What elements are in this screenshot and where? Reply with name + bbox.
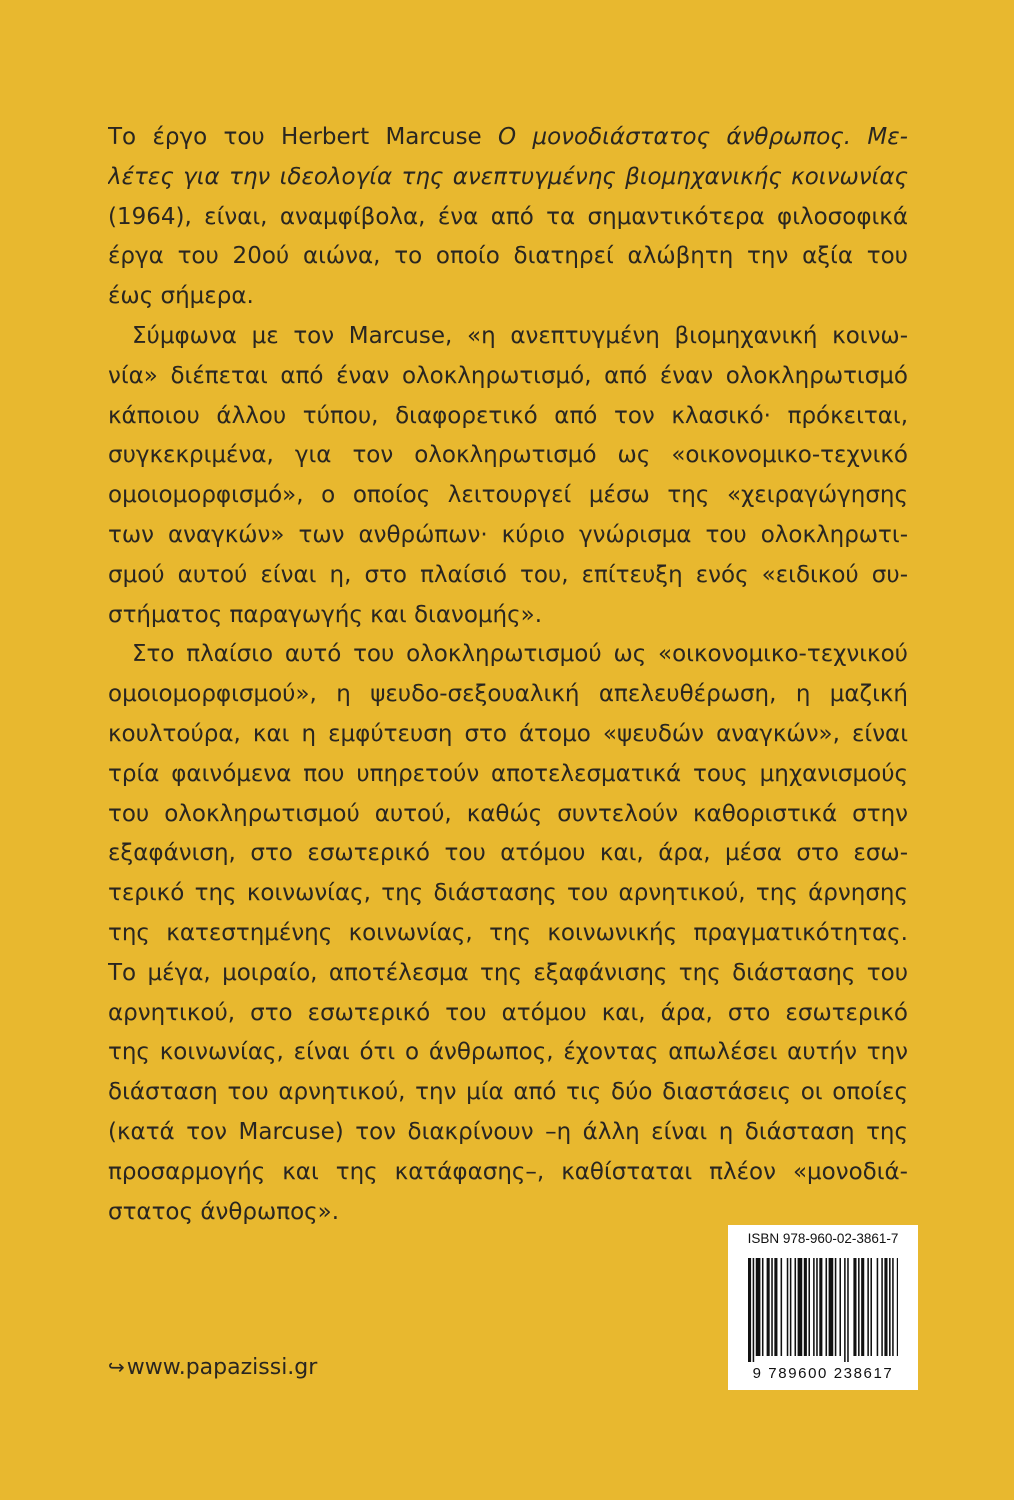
body-text: (κατά τον Marcuse) τον διακρίνουν –η άλλη είναι η διάσταση της	[108, 1118, 908, 1145]
barcode-bar	[767, 1258, 770, 1356]
body-text: Το έργο του Herbert Marcuse	[108, 124, 499, 150]
barcode-bar	[813, 1258, 815, 1356]
text-line	[108, 994, 908, 1034]
text-line	[108, 237, 908, 277]
text-line	[108, 914, 908, 954]
barcode-bar	[889, 1258, 891, 1356]
body-text: του ολοκληρωτισμού αυτού, καθώς συντελούν καθοριστικά στην	[108, 800, 908, 827]
italic-title-text: λέτες για την ιδεολογία της ανεπτυγμένης βιομηχανικής κοινωνίας	[108, 163, 908, 190]
barcode-bar	[881, 1258, 883, 1356]
body-text: στήματος παραγωγής και διανομής».	[108, 601, 543, 628]
barcode-bar	[816, 1258, 818, 1356]
body-text: Στο πλαίσιο αυτό του ολοκληρωτισμού ως «οικονομικο-τεχνικού	[132, 641, 908, 668]
synopsis-text	[108, 118, 908, 1232]
body-text: έως σήμερα.	[108, 283, 254, 310]
ean-digits: 9 789600 238617	[752, 1365, 894, 1382]
barcode-bar	[804, 1258, 807, 1356]
body-text: διάσταση του αρνητικού, την μία από τις δύο διαστάσεις οι οποίες	[108, 1079, 908, 1106]
body-text: κουλτούρα, και η εμφύτευση στο άτομο «ψευδών αναγκών», είναι	[108, 720, 908, 747]
text-line	[108, 795, 908, 835]
text-line	[108, 516, 908, 556]
text-line	[108, 357, 908, 397]
website-link[interactable]: www.papazissi.gr	[126, 1355, 318, 1380]
text-line	[108, 1073, 908, 1113]
barcode-bar	[819, 1258, 822, 1356]
body-text: στατος άνθρωπος».	[108, 1198, 340, 1225]
body-text: εξαφάνιση, στο εσωτερικό του ατόμου και, άρα, μέσα στο εσω-	[108, 840, 908, 867]
barcode-bar	[781, 1258, 783, 1356]
arrow-icon: ↪	[108, 1355, 125, 1379]
text-line	[108, 596, 908, 636]
body-text: ομοιομορφισμό», ο οποίος λειτουργεί μέσω της «χειραγώγησης	[108, 482, 908, 509]
text-line	[108, 755, 908, 795]
text-line	[108, 635, 908, 675]
body-text: σμού αυτού είναι η, στο πλαίσιό του, επίτευξη ενός «ειδικού συ-	[108, 561, 908, 588]
text-line	[108, 1153, 908, 1193]
italic-title-text: Ο μονοδιάστατος άνθρωπος. Με-	[498, 124, 908, 150]
barcode-bar	[771, 1258, 773, 1356]
body-text: τερικό της κοινωνίας, της διάστασης του αρνητικού, της άρνησης	[108, 880, 908, 907]
text-line	[108, 1113, 908, 1153]
body-text: προσαρμογής και της κατάφασης–, καθίσταται πλέον «μονοδιά-	[108, 1158, 908, 1185]
barcode-bar	[795, 1258, 797, 1356]
text-line	[108, 277, 908, 317]
barcode-bar	[839, 1258, 841, 1356]
barcode-bar	[835, 1258, 837, 1356]
barcode-bar	[847, 1258, 849, 1362]
barcode-bar	[826, 1258, 828, 1356]
isbn-barcode-label	[728, 1225, 918, 1390]
barcode-bar	[884, 1258, 887, 1356]
text-line	[108, 397, 908, 437]
barcode-bar	[853, 1258, 856, 1356]
barcode-bar	[748, 1258, 751, 1362]
barcode-bar	[762, 1258, 764, 1356]
barcode-bar	[787, 1258, 789, 1356]
text-line	[108, 1033, 908, 1073]
text-line	[108, 715, 908, 755]
text-line	[108, 556, 908, 596]
body-text: Σύμφωνα με τον Marcuse, «η ανεπτυγμένη βιομηχανική κοινω-	[132, 322, 908, 349]
body-text: αρνητικού, στο εσωτερικό του ατόμου και, άρα, στο εσωτερικό	[108, 999, 908, 1026]
barcode-bar	[870, 1258, 872, 1356]
barcode-bar	[844, 1258, 846, 1362]
body-text: τρία φαινόμενα που υπηρετούν αποτελεσματικά τους μηχανισμούς	[108, 760, 908, 787]
body-text: των αναγκών» των ανθρώπων· κύριο γνώρισμα του ολοκληρωτι-	[108, 521, 908, 548]
barcode-bar	[829, 1258, 834, 1356]
barcode-bar	[892, 1258, 894, 1356]
publisher-website[interactable]	[108, 1352, 317, 1383]
barcode-icon	[748, 1258, 898, 1362]
body-text: της κατεστημένης κοινωνίας, της κοινωνικής πραγματικότητας.	[108, 919, 908, 946]
barcode-bar	[790, 1258, 792, 1356]
body-text: κάποιου άλλου τύπου, διαφορετικό από τον κλασικό· πρόκειται,	[108, 402, 908, 429]
text-line	[108, 317, 908, 357]
body-text: έργα του 20ού αιώνα, το οποίο διατηρεί αλώβητη την αξία του	[108, 243, 908, 270]
body-text: ομοιομορφισμού», η ψευδο-σεξουαλική απελευθέρωση, η μαζική	[108, 681, 908, 708]
text-line	[108, 954, 908, 994]
barcode-bar	[756, 1258, 761, 1356]
text-line	[108, 476, 908, 516]
barcode-bar	[808, 1258, 810, 1356]
body-text: της κοινωνίας, είναι ότι ο άνθρωπος, έχοντας απωλέσει αυτήν την	[108, 1039, 908, 1066]
barcode-bar	[867, 1258, 869, 1356]
barcode-bar	[861, 1258, 864, 1356]
barcode-bar	[753, 1258, 755, 1362]
text-line	[108, 834, 908, 874]
body-text: νία» διέπεται από έναν ολοκληρωτισμό, από έναν ολοκληρωτισμό	[108, 362, 908, 389]
text-line	[108, 436, 908, 476]
isbn-number: ISBN 978-960-02-3861-7	[747, 1231, 899, 1246]
text-line	[108, 198, 908, 238]
body-text: (1964), είναι, αναμφίβολα, ένα από τα σημαντικότερα φιλοσοφικά	[108, 203, 908, 230]
text-line	[108, 675, 908, 715]
body-text: συγκεκριμένα, για τον ολοκληρωτισμό ως «οικονομικο-τεχνικό	[108, 442, 908, 469]
barcode-bar	[798, 1258, 803, 1356]
text-line	[108, 158, 908, 198]
barcode-bar	[858, 1258, 860, 1356]
barcode-bar	[897, 1258, 898, 1356]
body-text: Το μέγα, μοιραίο, αποτέλεσμα της εξαφάνισης της διάστασης του	[108, 959, 908, 986]
barcode-bar	[877, 1258, 879, 1356]
text-line	[108, 118, 908, 158]
barcode-bar	[774, 1258, 777, 1356]
text-line	[108, 874, 908, 914]
